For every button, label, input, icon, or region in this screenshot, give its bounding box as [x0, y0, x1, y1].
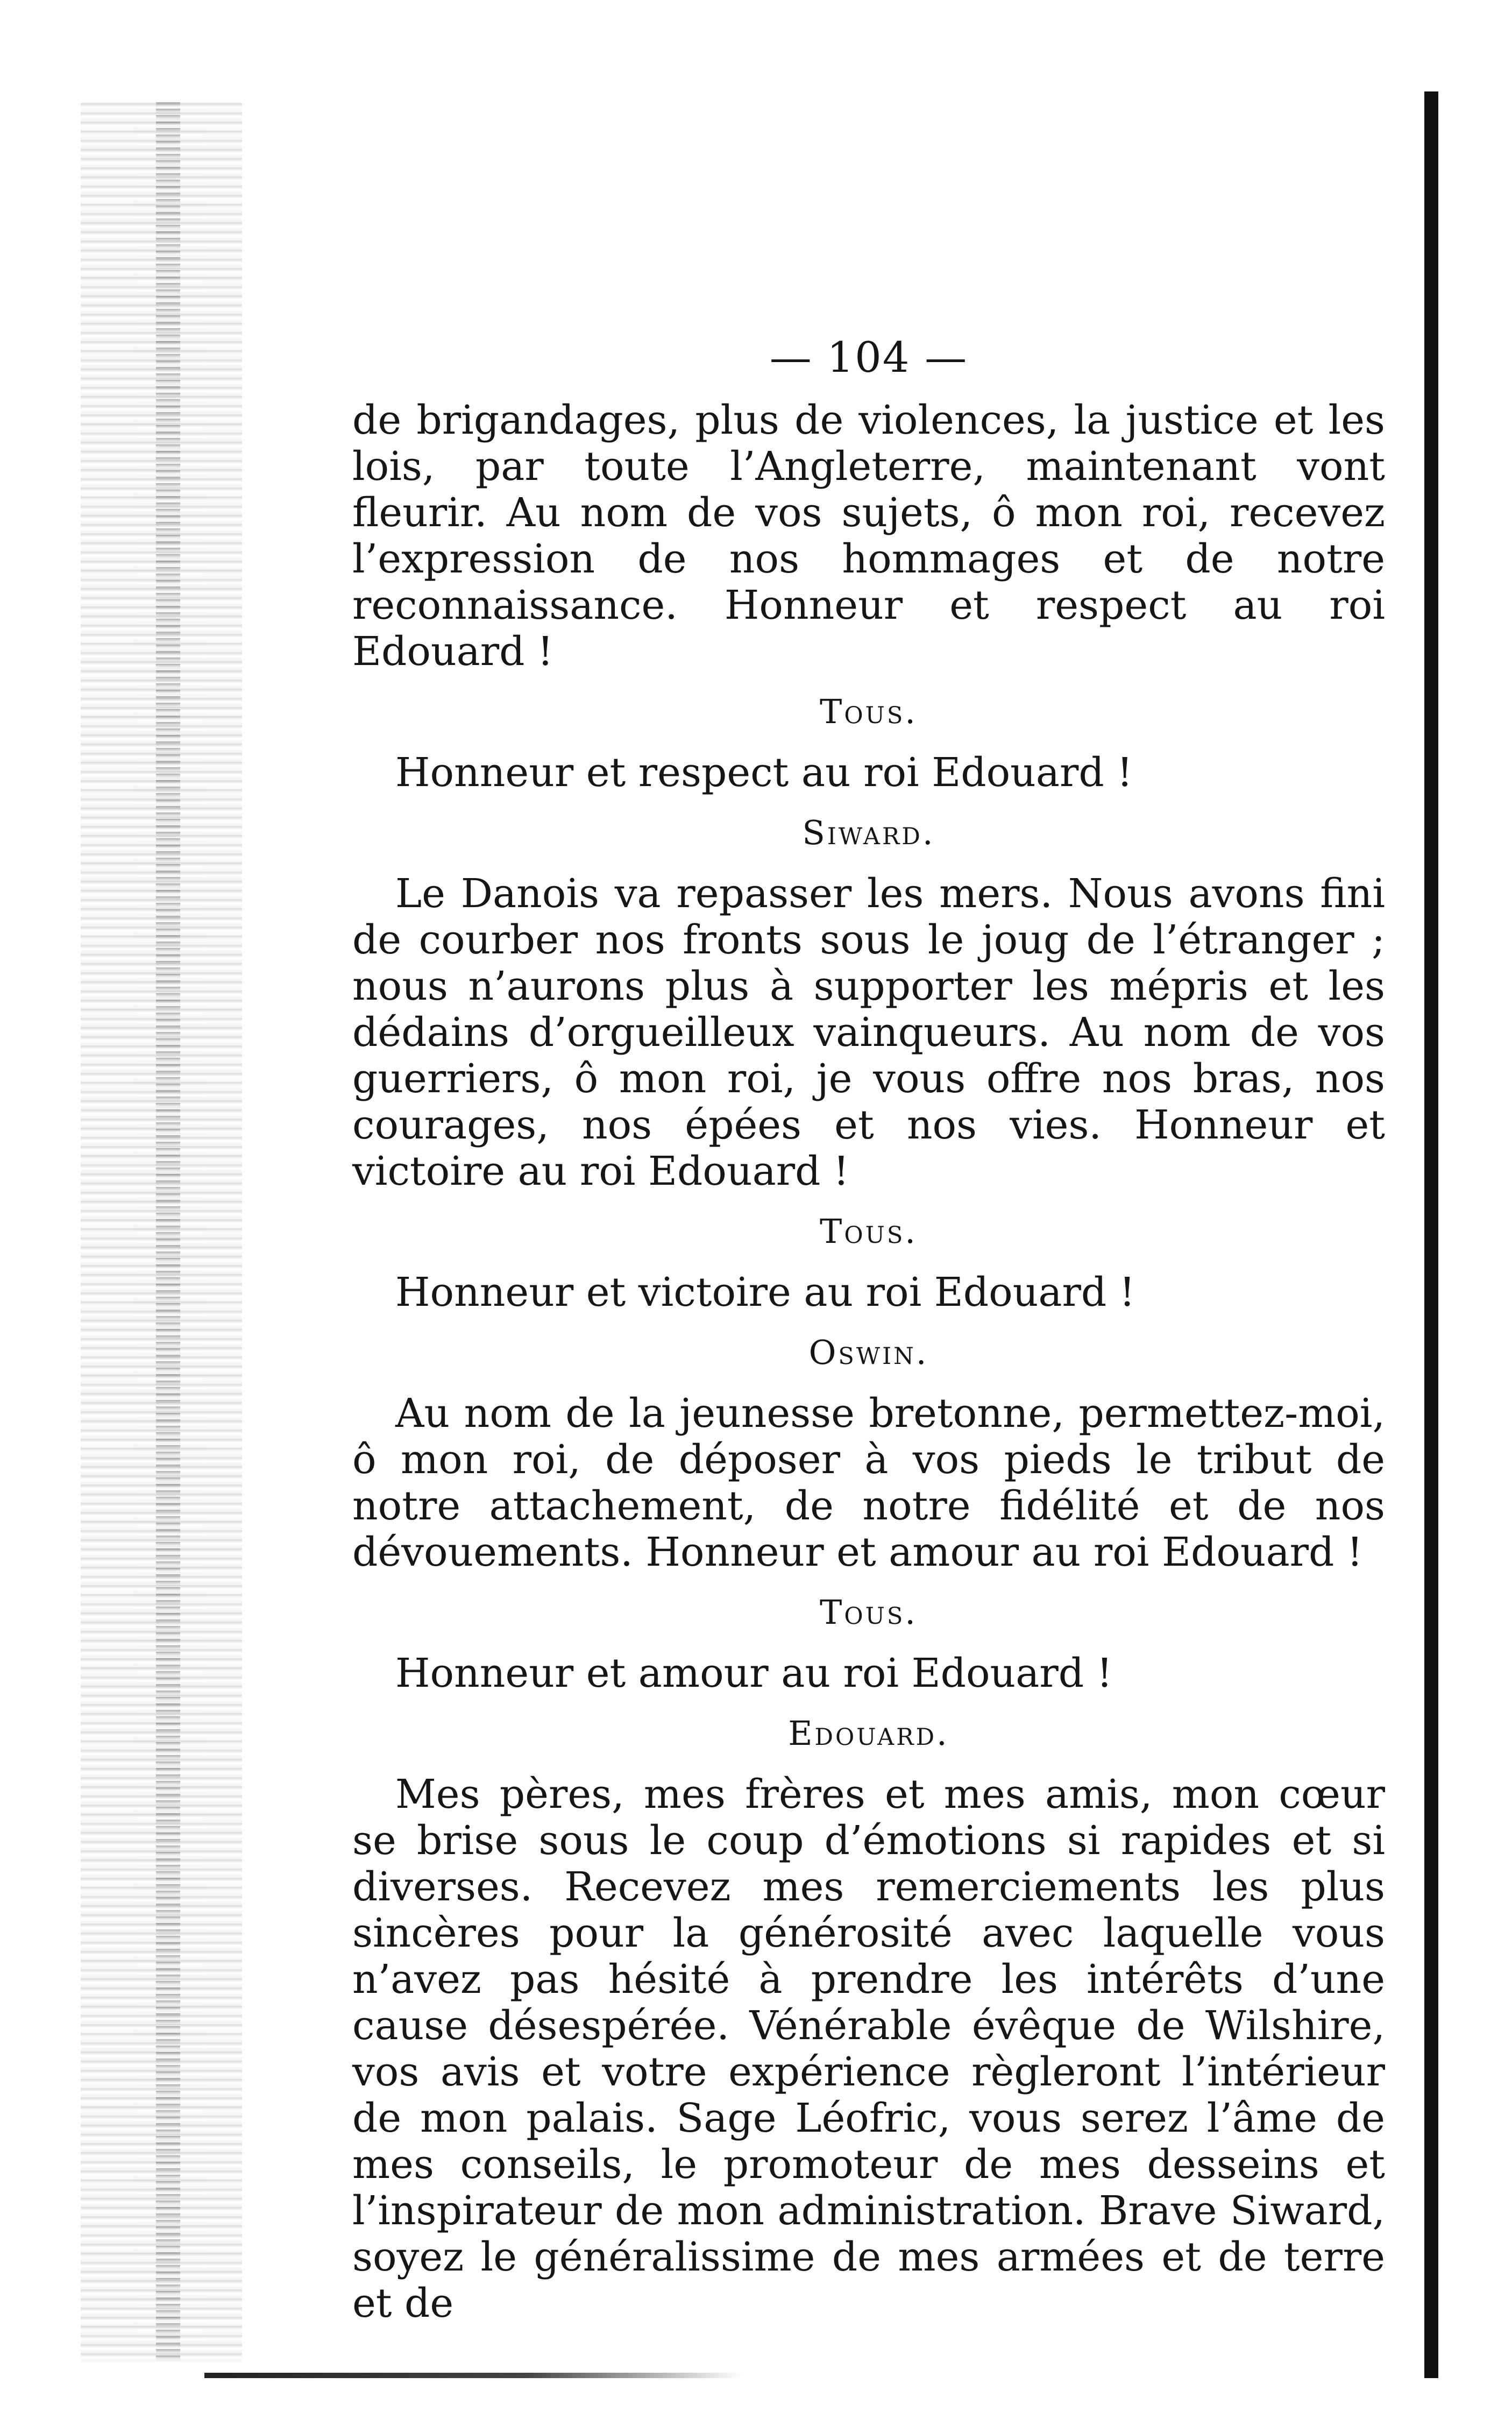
speaker-heading: Edouard. — [788, 1714, 949, 1753]
speech-paragraph: Mes pères, mes frères et mes amis, mon cœur se brise sous le coup d’émotions si rapides et si diverses. Recevez mes remerciements les plus sincères pour la générosité avec laquelle vous n’avez pas hésité à prendre les intérêts d’une cause désespérée. Vénérable évêque de Wilshire, vos avis et votre expérience règleront l’intérieur de mon palais. Sage Léofric, vous serez l’âme de mes conseils, le promoteur de mes desseins et l’inspirateur de mon administration. Brave Siward, soyez le généralissime de mes armées et de terre et de — [352, 1771, 1385, 2326]
speaker-heading: Tous. — [819, 1212, 918, 1251]
speaker-heading: Tous. — [819, 692, 918, 731]
speaker-heading: Siward. — [802, 813, 935, 852]
page-number: — 104 — — [769, 334, 968, 382]
speech-paragraph: Le Danois va repasser les mers. Nous avons fini de courber nos fronts sous le joug de l’étranger ; nous n’aurons plus à supporter les mépris et les dédains d’orgueilleux vainqueurs. Au nom de vos guerriers, ô mon roi, je vous offre nos bras, nos courages, nos épées et nos vies. Honneur et victoire au roi Edouard ! — [352, 871, 1385, 1194]
page-content — [352, 334, 1385, 2326]
scan-right-border — [1424, 91, 1438, 2378]
scan-bottom-border — [204, 2373, 742, 2378]
speech-paragraph: Honneur et victoire au roi Edouard ! — [395, 1269, 1135, 1315]
speech-paragraph: Au nom de la jeunesse bretonne, permettez-moi, ô mon roi, de déposer à vos pieds le tribut de notre attachement, de notre fidélité et de nos dévouements. Honneur et amour au roi Edouard ! — [352, 1390, 1385, 1575]
speech-paragraph: de brigandages, plus de violences, la justice et les lois, par toute l’Angleterre, maintenant vont fleurir. Au nom de vos sujets, ô mon roi, recevez l’expression de nos hommages et de notre reconnaissance. Honneur et respect au roi Edouard ! — [352, 397, 1385, 675]
speaker-heading: Tous. — [819, 1593, 918, 1632]
speech-paragraph: Honneur et amour au roi Edouard ! — [395, 1650, 1113, 1696]
speech-paragraph: Honneur et respect au roi Edouard ! — [395, 749, 1133, 796]
speaker-heading: Oswin. — [808, 1333, 929, 1372]
scan-binding-shadow — [81, 102, 242, 2362]
